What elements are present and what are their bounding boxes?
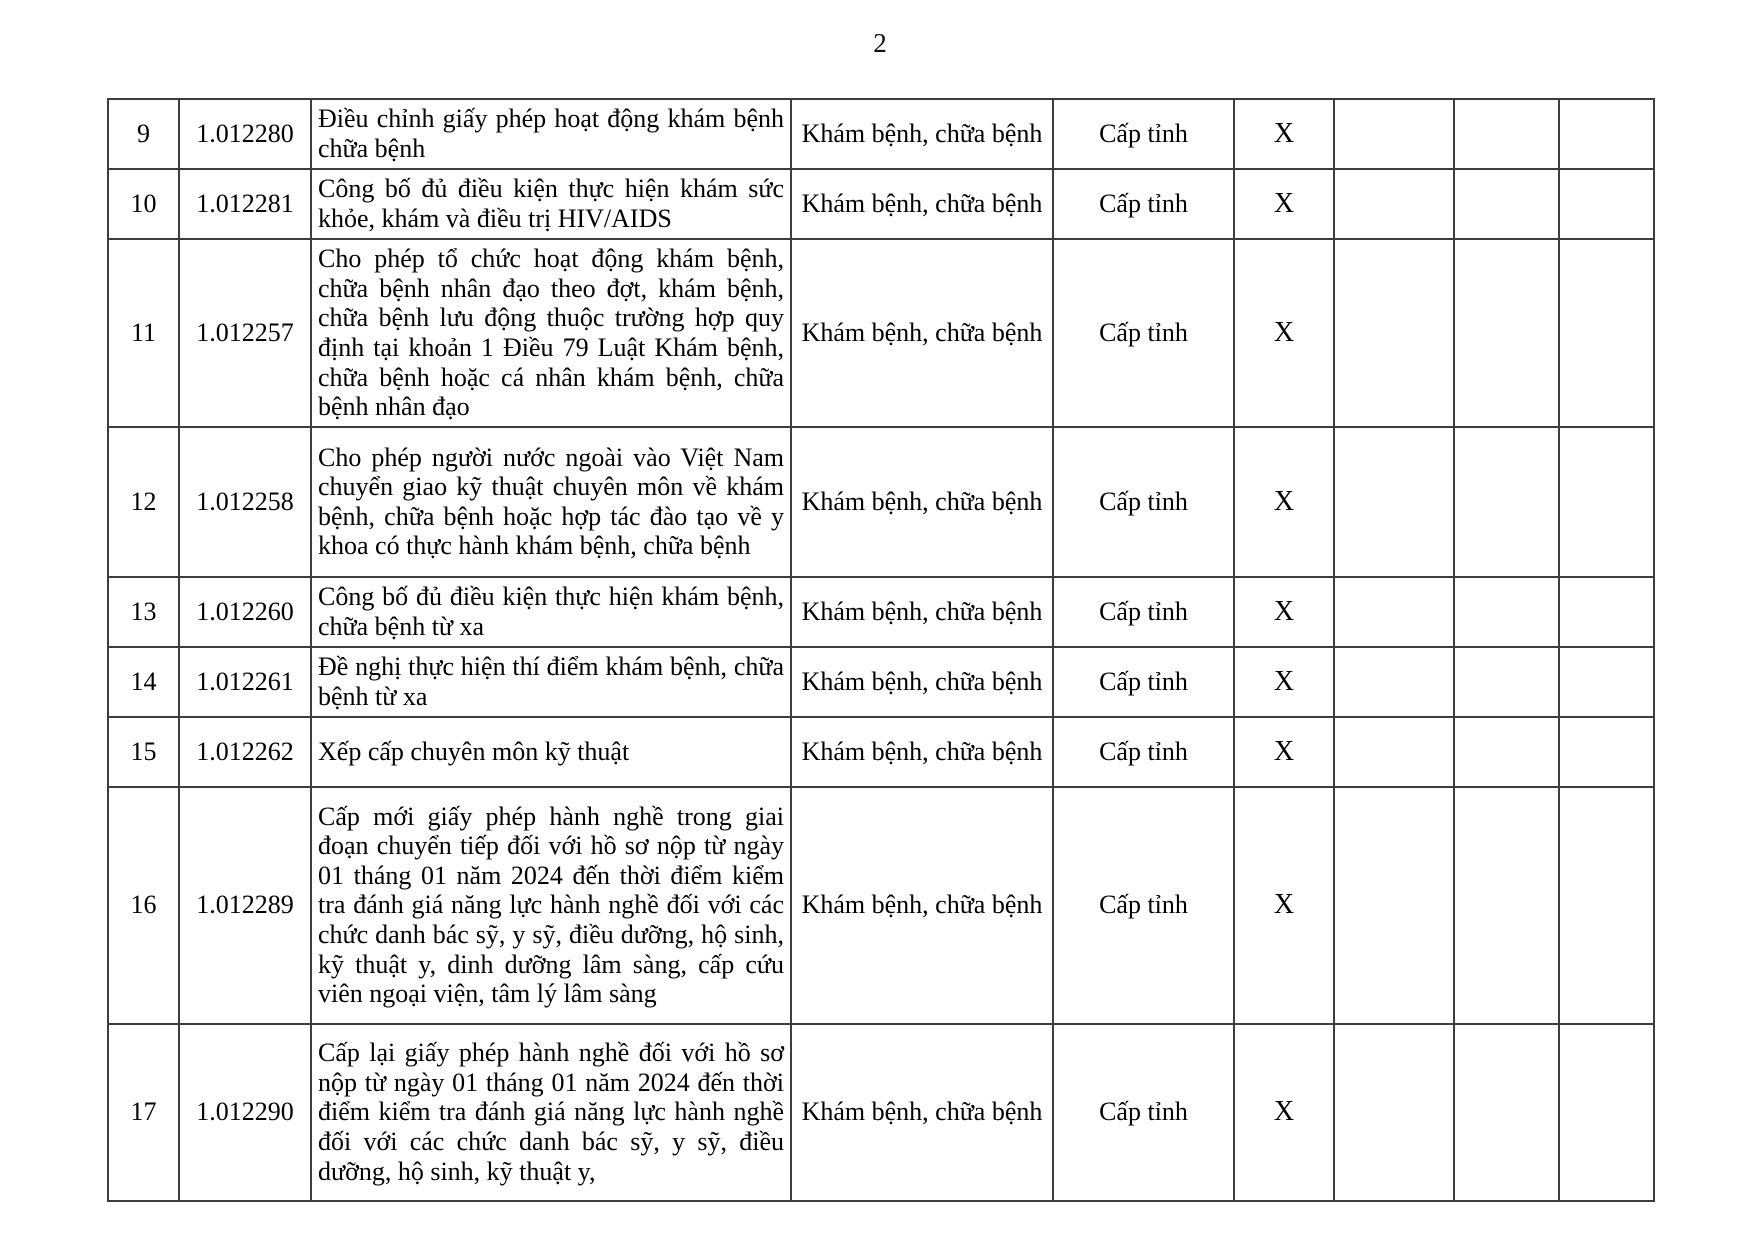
table-row (108, 169, 1654, 239)
level-cell: Cấp tỉnh (1053, 169, 1234, 239)
empty-cell (1454, 1024, 1559, 1201)
empty-cell (1559, 717, 1654, 787)
table-row (108, 1024, 1654, 1201)
empty-cell (1454, 787, 1559, 1024)
mark-cell: X (1234, 787, 1334, 1024)
description-cell: Cấp lại giấy phép hành nghề đối với hồ sơ nộp từ ngày 01 tháng 01 năm 2024 đến thời điểm kiểm tra đánh giá năng lực hành nghề đối với các chức danh bác sỹ, y sỹ, điều dưỡng, hộ sinh, kỹ thuật y, (311, 1024, 791, 1201)
row-number-cell: 11 (108, 239, 179, 427)
mark-cell: X (1234, 647, 1334, 717)
description-cell: Cho phép người nước ngoài vào Việt Nam chuyển giao kỹ thuật chuyên môn về khám bệnh, chữa bệnh hoặc hợp tác đào tạo về y khoa có thực hành khám bệnh, chữa bệnh (311, 427, 791, 577)
table-row (108, 427, 1654, 577)
code-cell: 1.012260 (179, 577, 311, 647)
description-cell: Cấp mới giấy phép hành nghề trong giai đoạn chuyển tiếp đối với hồ sơ nộp từ ngày 01 tháng 01 năm 2024 đến thời điểm kiểm tra đánh giá năng lực hành nghề đối với các chức danh bác sỹ, y sỹ, điều dưỡng, hộ sinh, kỹ thuật y, dinh dưỡng lâm sàng, cấp cứu viên ngoại viện, tâm lý lâm sàng (311, 787, 791, 1024)
empty-cell (1559, 647, 1654, 717)
empty-cell (1559, 787, 1654, 1024)
code-cell: 1.012262 (179, 717, 311, 787)
level-cell: Cấp tỉnh (1053, 99, 1234, 169)
code-cell: 1.012261 (179, 647, 311, 717)
empty-cell (1559, 99, 1654, 169)
field-cell: Khám bệnh, chữa bệnh (791, 787, 1053, 1024)
level-cell: Cấp tỉnh (1053, 787, 1234, 1024)
empty-cell (1454, 647, 1559, 717)
field-cell: Khám bệnh, chữa bệnh (791, 717, 1053, 787)
field-cell: Khám bệnh, chữa bệnh (791, 577, 1053, 647)
empty-cell (1559, 239, 1654, 427)
procedures-table (107, 98, 1655, 1202)
field-cell: Khám bệnh, chữa bệnh (791, 99, 1053, 169)
empty-cell (1559, 169, 1654, 239)
empty-cell (1334, 647, 1454, 717)
mark-cell: X (1234, 717, 1334, 787)
code-cell: 1.012257 (179, 239, 311, 427)
level-cell: Cấp tỉnh (1053, 717, 1234, 787)
empty-cell (1334, 577, 1454, 647)
empty-cell (1334, 99, 1454, 169)
empty-cell (1454, 427, 1559, 577)
row-number-cell: 9 (108, 99, 179, 169)
table-row (108, 717, 1654, 787)
empty-cell (1559, 427, 1654, 577)
description-cell: Công bố đủ điều kiện thực hiện khám bệnh, chữa bệnh từ xa (311, 577, 791, 647)
empty-cell (1454, 169, 1559, 239)
level-cell: Cấp tỉnh (1053, 647, 1234, 717)
code-cell: 1.012289 (179, 787, 311, 1024)
mark-cell: X (1234, 427, 1334, 577)
field-cell: Khám bệnh, chữa bệnh (791, 1024, 1053, 1201)
level-cell: Cấp tỉnh (1053, 577, 1234, 647)
row-number-cell: 13 (108, 577, 179, 647)
row-number-cell: 10 (108, 169, 179, 239)
empty-cell (1454, 239, 1559, 427)
row-number-cell: 12 (108, 427, 179, 577)
row-number-cell: 17 (108, 1024, 179, 1201)
empty-cell (1334, 169, 1454, 239)
empty-cell (1559, 577, 1654, 647)
empty-cell (1334, 717, 1454, 787)
row-number-cell: 14 (108, 647, 179, 717)
level-cell: Cấp tỉnh (1053, 427, 1234, 577)
description-cell: Cho phép tổ chức hoạt động khám bệnh, chữa bệnh nhân đạo theo đợt, khám bệnh, chữa bệnh lưu động thuộc trường hợp quy định tại khoản 1 Điều 79 Luật Khám bệnh, chữa bệnh hoặc cá nhân khám bệnh, chữa bệnh nhân đạo (311, 239, 791, 427)
table-row (108, 577, 1654, 647)
field-cell: Khám bệnh, chữa bệnh (791, 239, 1053, 427)
empty-cell (1334, 787, 1454, 1024)
empty-cell (1334, 239, 1454, 427)
table-row (108, 787, 1654, 1024)
mark-cell: X (1234, 169, 1334, 239)
mark-cell: X (1234, 1024, 1334, 1201)
code-cell: 1.012258 (179, 427, 311, 577)
empty-cell (1454, 99, 1559, 169)
mark-cell: X (1234, 239, 1334, 427)
description-cell: Điều chỉnh giấy phép hoạt động khám bệnh chữa bệnh (311, 99, 791, 169)
empty-cell (1334, 427, 1454, 577)
description-cell: Công bố đủ điều kiện thực hiện khám sức khỏe, khám và điều trị HIV/AIDS (311, 169, 791, 239)
level-cell: Cấp tỉnh (1053, 1024, 1234, 1201)
row-number-cell: 16 (108, 787, 179, 1024)
field-cell: Khám bệnh, chữa bệnh (791, 647, 1053, 717)
description-cell: Xếp cấp chuyên môn kỹ thuật (311, 717, 791, 787)
code-cell: 1.012280 (179, 99, 311, 169)
level-cell: Cấp tỉnh (1053, 239, 1234, 427)
field-cell: Khám bệnh, chữa bệnh (791, 427, 1053, 577)
empty-cell (1454, 577, 1559, 647)
table-row (108, 647, 1654, 717)
description-cell: Đề nghị thực hiện thí điểm khám bệnh, chữa bệnh từ xa (311, 647, 791, 717)
empty-cell (1559, 1024, 1654, 1201)
page-number: 2 (873, 28, 887, 58)
mark-cell: X (1234, 99, 1334, 169)
empty-cell (1454, 717, 1559, 787)
code-cell: 1.012290 (179, 1024, 311, 1201)
code-cell: 1.012281 (179, 169, 311, 239)
mark-cell: X (1234, 577, 1334, 647)
empty-cell (1334, 1024, 1454, 1201)
table-row (108, 99, 1654, 169)
table-row (108, 239, 1654, 427)
row-number-cell: 15 (108, 717, 179, 787)
field-cell: Khám bệnh, chữa bệnh (791, 169, 1053, 239)
